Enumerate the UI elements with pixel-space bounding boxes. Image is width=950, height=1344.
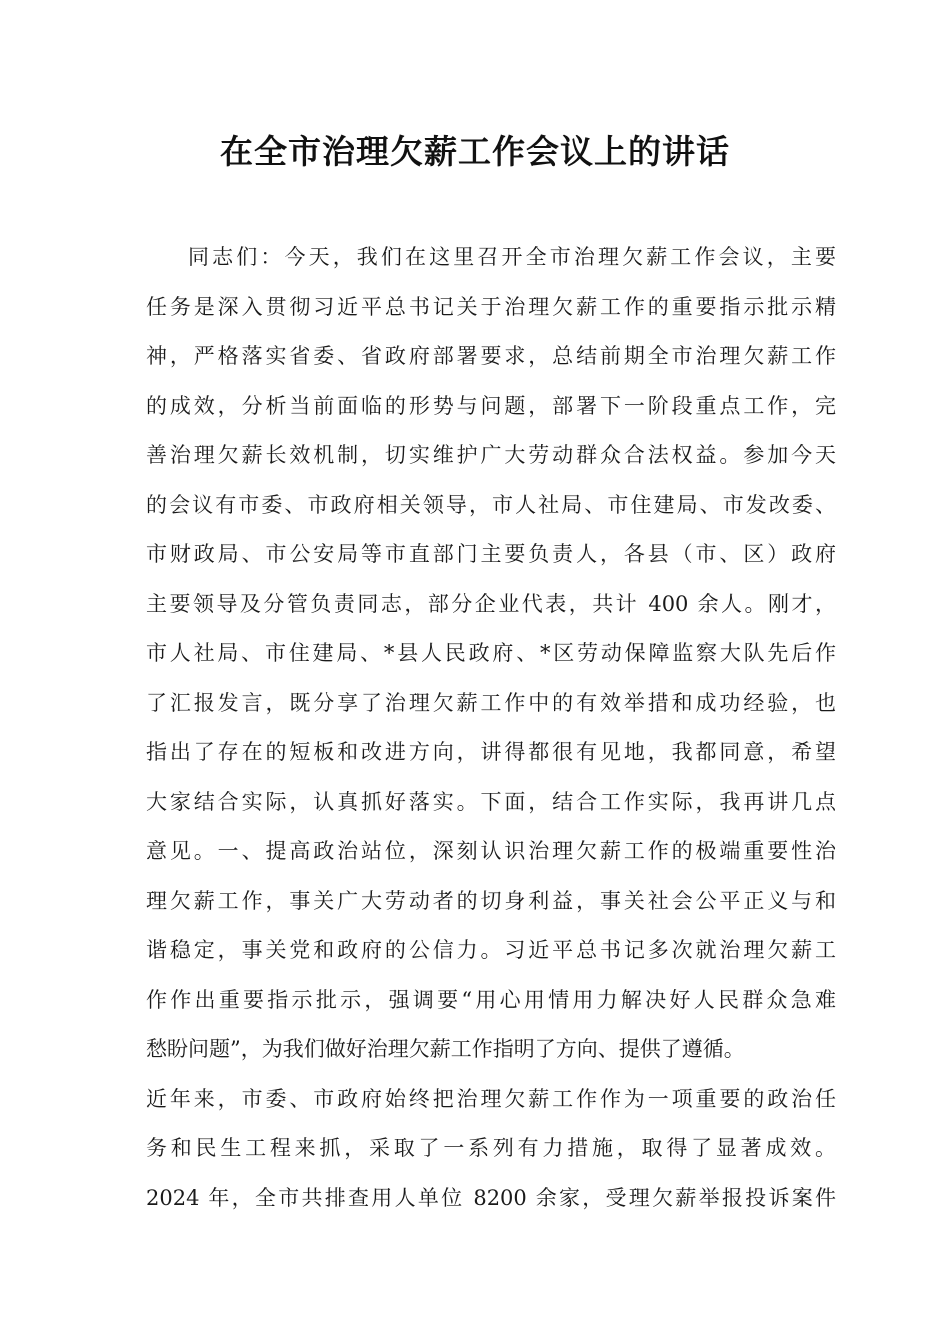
body-line: 作作出重要指示批示，强调要“用心用情用力解决好人民群众急难	[146, 987, 836, 1012]
body-line: 善治理欠薪长效机制，切实维护广大劳动群众合法权益。参加今天	[146, 443, 836, 467]
body-line: 谐稳定，事关党和政府的公信力。习近平总书记多次就治理欠薪工	[146, 938, 836, 962]
body-line: 神，严格落实省委、省政府部署要求，总结前期全市治理欠薪工作	[146, 344, 836, 368]
body-line: 市财政局、市公安局等市直部门主要负责人，各县（市、区）政府	[146, 542, 836, 566]
body-line: 2024 年，全市共排查用人单位 8200 余家，受理欠薪举报投诉案件	[146, 1185, 836, 1210]
body-line: 务和民生工程来抓，采取了一系列有力措施，取得了显著成效。	[146, 1136, 836, 1160]
body-line: 任务是深入贯彻习近平总书记关于治理欠薪工作的重要指示批示精	[146, 294, 836, 319]
body-line: 了汇报发言，既分享了治理欠薪工作中的有效举措和成功经验，也	[146, 690, 836, 715]
body-line: 主要领导及分管负责同志，部分企业代表，共计 400 余人。刚才，	[146, 591, 836, 616]
body-line: 市人社局、市住建局、*县人民政府、*区劳动保障监察大队先后作	[146, 641, 836, 665]
body-line: 意见。一、提高政治站位，深刻认识治理欠薪工作的极端重要性治	[146, 839, 836, 863]
body-line: 大家结合实际，认真抓好落实。下面，结合工作实际，我再讲几点	[146, 789, 836, 814]
body-line: 理欠薪工作，事关广大劳动者的切身利益，事关社会公平正义与和	[146, 888, 836, 913]
body-line: 指出了存在的短板和改进方向，讲得都很有见地，我都同意，希望	[146, 740, 836, 764]
body-line: 的会议有市委、市政府相关领导，市人社局、市住建局、市发改委、	[146, 492, 836, 517]
body-line: 愁盼问题”，为我们做好治理欠薪工作指明了方向、提供了遵循。	[146, 1037, 745, 1061]
speech-body	[146, 233, 836, 1223]
body-line: 的成效，分析当前面临的形势与问题，部署下一阶段重点工作，完	[146, 393, 836, 418]
body-line: 近年来，市委、市政府始终把治理欠薪工作作为一项重要的政治任	[146, 1086, 836, 1111]
body-line: 同志们：今天，我们在这里召开全市治理欠薪工作会议，主要	[188, 245, 836, 269]
document-title: 在全市治理欠薪工作会议上的讲话	[220, 132, 730, 171]
